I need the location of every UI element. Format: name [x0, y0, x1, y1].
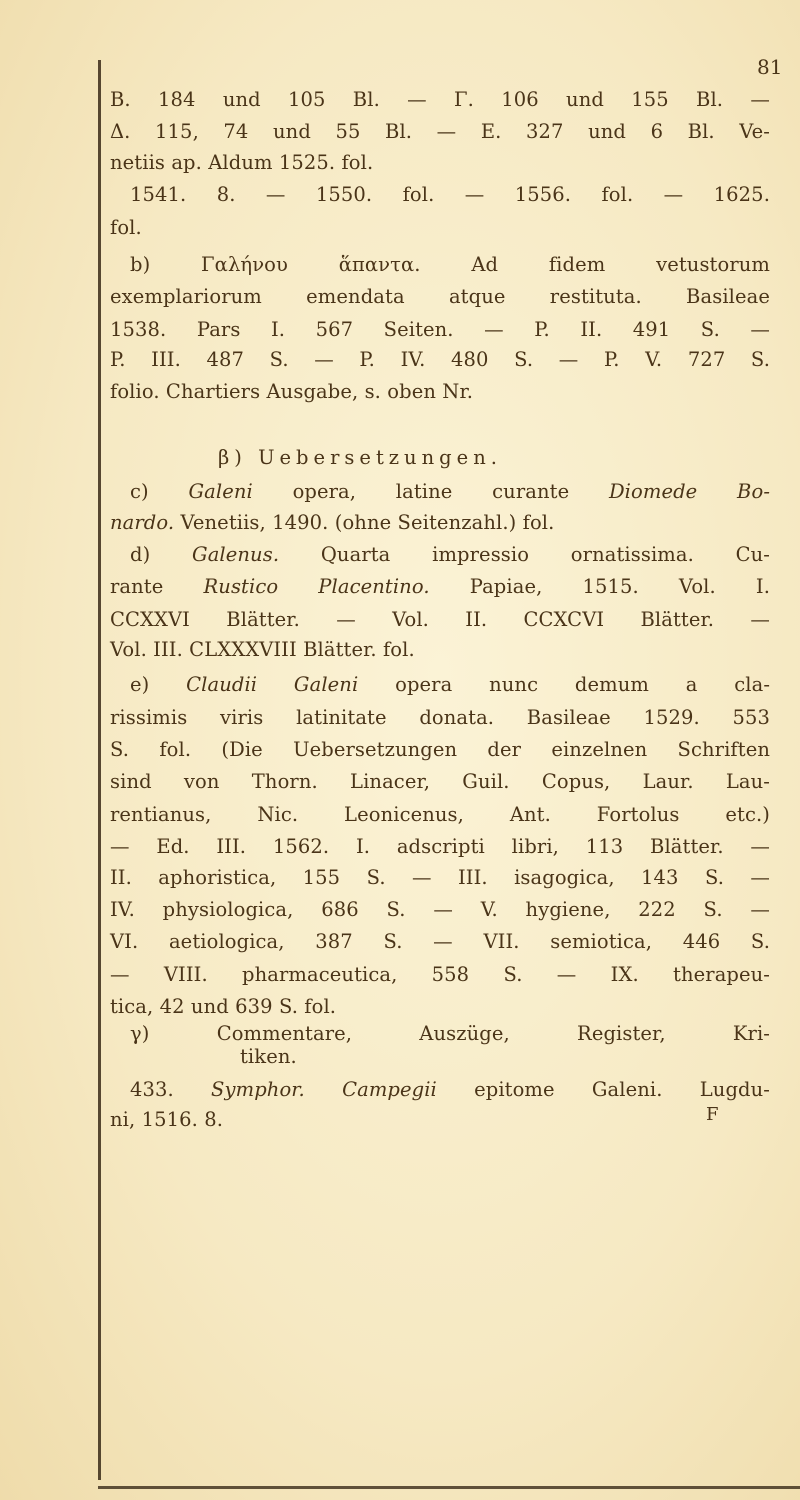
text-line — [110, 575, 770, 598]
signature-mark: F — [706, 1104, 719, 1125]
text-segment: B. 184 und 105 Bl. — Γ. 106 und 155 Bl. — — [110, 88, 770, 111]
text-segment: b) Γαλήνου ἅπαντα. Ad fidem vetustorum — [130, 253, 770, 276]
text-line — [110, 866, 770, 889]
text-segment: rissimis viris latinitate donata. Basileae 1529. 553 — [110, 706, 770, 729]
page-bottom-edge — [98, 1486, 800, 1489]
text-line — [110, 285, 770, 308]
text-segment: — VIII. pharmaceutica, 558 S. — IX. therapeu- — [110, 963, 770, 986]
text-line — [110, 638, 770, 661]
text-segment: folio. Chartiers Ausgabe, s. oben Nr. — [110, 380, 474, 403]
text-segment: sind von Thorn. Linacer, Guil. Copus, Laur. Lau- — [110, 770, 770, 793]
text-line — [130, 1022, 770, 1045]
text-line — [110, 738, 770, 761]
text-segment: β) Uebersetzungen. — [218, 446, 502, 469]
text-line — [130, 183, 770, 206]
text-line — [130, 480, 770, 503]
text-segment: netiis ap. Aldum 1525. fol. — [110, 151, 374, 174]
text-segment: d) — [130, 543, 193, 566]
text-line — [110, 1108, 770, 1131]
text-line — [110, 608, 770, 631]
text-segment: 1538. Pars I. 567 Seiten. — P. II. 491 S. — — [110, 318, 770, 341]
text-line — [110, 511, 770, 534]
italic-text: Rustico Placentino. — [203, 575, 430, 598]
text-segment: — Ed. III. 1562. I. adscripti libri, 113 Blätter. — — [110, 835, 770, 858]
text-line — [240, 1045, 320, 1068]
text-segment: e) — [130, 673, 187, 696]
italic-text: Galeni — [188, 480, 253, 503]
text-segment: opera nunc demum a cla- — [358, 673, 771, 696]
text-line — [110, 803, 770, 826]
text-segment: S. fol. (Die Uebersetzungen der einzelnen Schriften — [110, 738, 770, 761]
italic-text: Galenus. — [192, 543, 280, 566]
text-line — [110, 216, 770, 239]
text-segment: IV. physiologica, 686 S. — V. hygiene, 222 S. — — [110, 898, 770, 921]
text-segment: epitome Galeni. Lugdu- — [436, 1078, 770, 1101]
text-line — [130, 673, 770, 696]
italic-text: Claudii Galeni — [186, 673, 359, 696]
text-line — [130, 1078, 770, 1101]
text-segment: c) — [130, 480, 189, 503]
text-line — [110, 348, 770, 371]
text-segment: rentianus, Nic. Leonicenus, Ant. Fortolus etc.) — [110, 803, 770, 826]
text-segment: exemplariorum emendata atque restituta. Basileae — [110, 285, 770, 308]
text-segment: Vol. III. CLXXXVIII Blätter. fol. — [110, 638, 415, 661]
italic-text: Symphor. Campegii — [211, 1078, 437, 1101]
text-segment: ni, 1516. 8. — [110, 1108, 224, 1131]
text-segment: opera, latine curante — [252, 480, 609, 503]
text-segment: CCXXVI Blätter. — Vol. II. CCXCVI Blätter. — — [110, 608, 770, 631]
text-segment: P. III. 487 S. — P. IV. 480 S. — P. V. 727 S. — [110, 348, 770, 371]
text-line — [110, 835, 770, 858]
text-line — [110, 770, 770, 793]
page-left-edge — [98, 60, 101, 1480]
text-line — [110, 706, 770, 729]
page-number: 81 — [757, 55, 783, 79]
text-line — [110, 120, 770, 143]
text-line — [130, 543, 770, 566]
section-heading — [218, 446, 618, 469]
text-line — [110, 930, 770, 953]
text-segment: rante — [110, 575, 204, 598]
italic-text: Diomede Bo- — [608, 480, 771, 503]
text-segment: tica, 42 und 639 S. fol. — [110, 995, 337, 1018]
text-line — [110, 898, 770, 921]
text-line — [130, 253, 770, 276]
text-segment: Venetiis, 1490. (ohne Seitenzahl.) fol. — [174, 511, 555, 534]
text-segment: fol. — [110, 216, 142, 239]
text-segment: 1541. 8. — 1550. fol. — 1556. fol. — 1625. — [130, 183, 770, 206]
text-segment: Papiae, 1515. Vol. I. — [429, 575, 770, 598]
text-segment: tiken. — [240, 1045, 297, 1068]
text-line — [110, 963, 770, 986]
text-line — [110, 380, 770, 403]
text-segment: Δ. 115, 74 und 55 Bl. — E. 327 und 6 Bl. Ve- — [110, 120, 770, 143]
text-segment: VI. aetiologica, 387 S. — VII. semiotica, 446 S. — [110, 930, 770, 953]
text-segment: II. aphoristica, 155 S. — III. isagogica, 143 S. — — [110, 866, 770, 889]
italic-text: nardo. — [110, 511, 175, 534]
text-segment: Quarta impressio ornatissima. Cu- — [279, 543, 770, 566]
text-segment: γ) Commentare, Auszüge, Register, Kri- — [130, 1022, 770, 1045]
text-line — [110, 151, 770, 174]
text-line — [110, 88, 770, 111]
text-line — [110, 318, 770, 341]
text-line — [110, 995, 770, 1018]
text-segment: 433. — [130, 1078, 212, 1101]
